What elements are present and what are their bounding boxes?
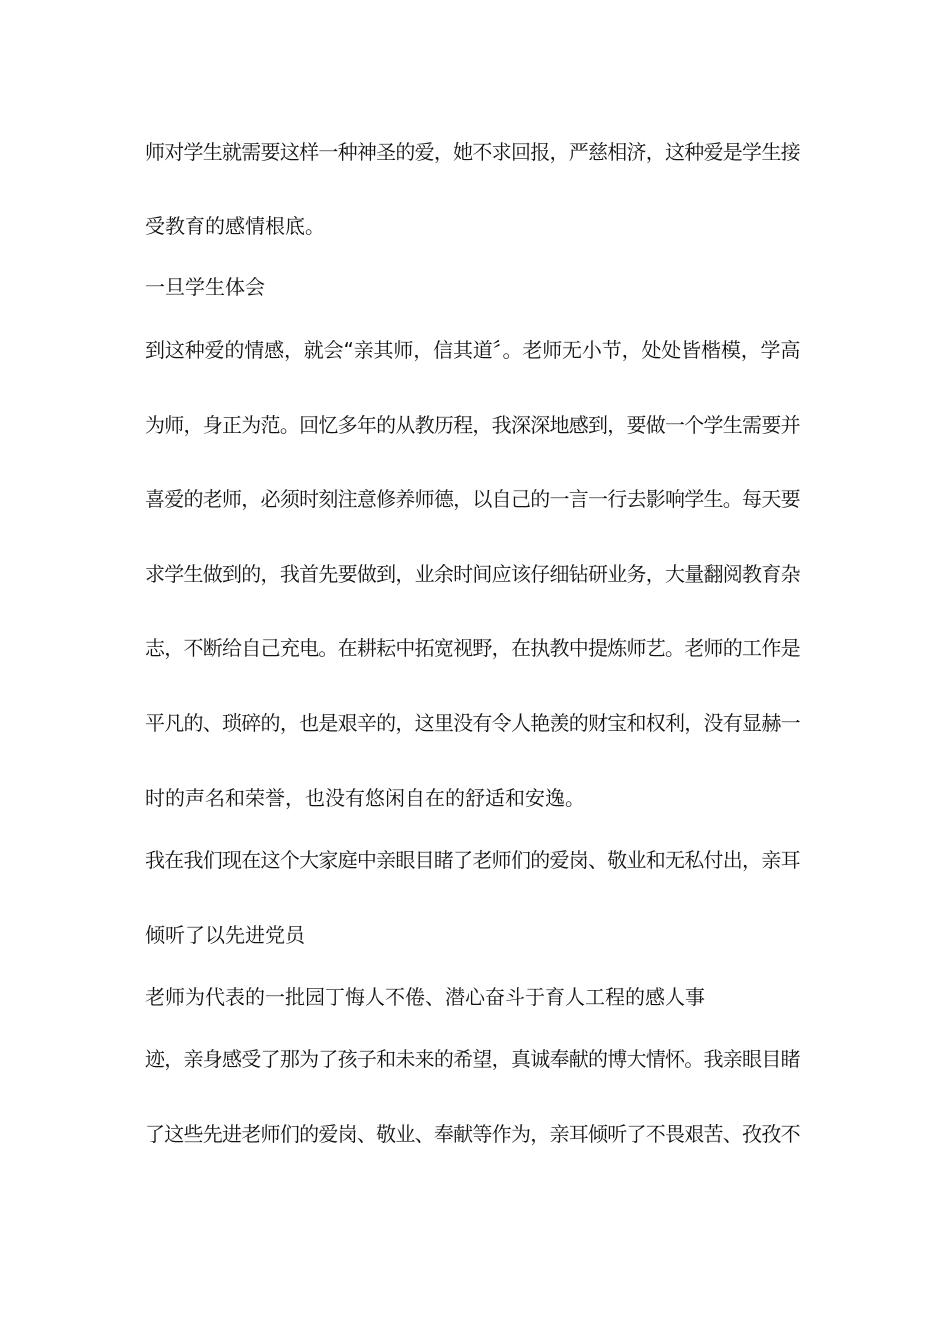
text-line: 了这些先进老师们的爱岗、敬业、奉献等作为，亲耳倾听了不畏艰苦、孜孜不 (145, 1122, 800, 1146)
text-line: 我在我们现在这个大家庭中亲眼目睹了老师们的爱岗、敬业和无私付出，亲耳 (145, 848, 800, 872)
text-line: 平凡的、琐碎的，也是艰辛的，这里没有令人艳羡的财宝和权利，没有显赫一 (145, 711, 800, 735)
text-line: 倾听了以先进党员 (145, 923, 305, 947)
text-line: 喜爱的老师，必须时刻注意修养师德，以自己的一言一行去影响学生。每天要 (145, 487, 800, 511)
text-line: 迹，亲身感受了那为了孩子和未来的希望，真诚奉献的博大情怀。我亲眼目睹 (145, 1047, 800, 1071)
text-line: 为师，身正为范。回忆多年的从教历程，我深深地感到，要做一个学生需要并 (145, 413, 800, 437)
text-line: 求学生做到的，我首先要做到，业余时间应该仔细钻研业务，大量翻阅教育杂 (145, 562, 800, 586)
text-line: 到这种爱的情感，就会“亲其师，信其道〞。老师无小节，处处皆楷模，学高 (145, 338, 801, 362)
text-line: 老师为代表的一批园丁悔人不倦、潜心奋斗于育人工程的感人事 (145, 985, 705, 1009)
text-line: 师对学生就需要这样一种神圣的爱，她不求回报，严慈相济，这种爱是学生接 (145, 140, 800, 164)
text-line: 一旦学生体会 (145, 275, 265, 299)
text-line: 志，不断给自己充电。在耕耘中拓宽视野，在执教中提炼师艺。老师的工作是 (145, 636, 800, 660)
text-line: 时的声名和荣誉，也没有悠闲自在的舒适和安逸。 (145, 786, 585, 810)
text-line: 受教育的感情根底。 (145, 214, 325, 238)
